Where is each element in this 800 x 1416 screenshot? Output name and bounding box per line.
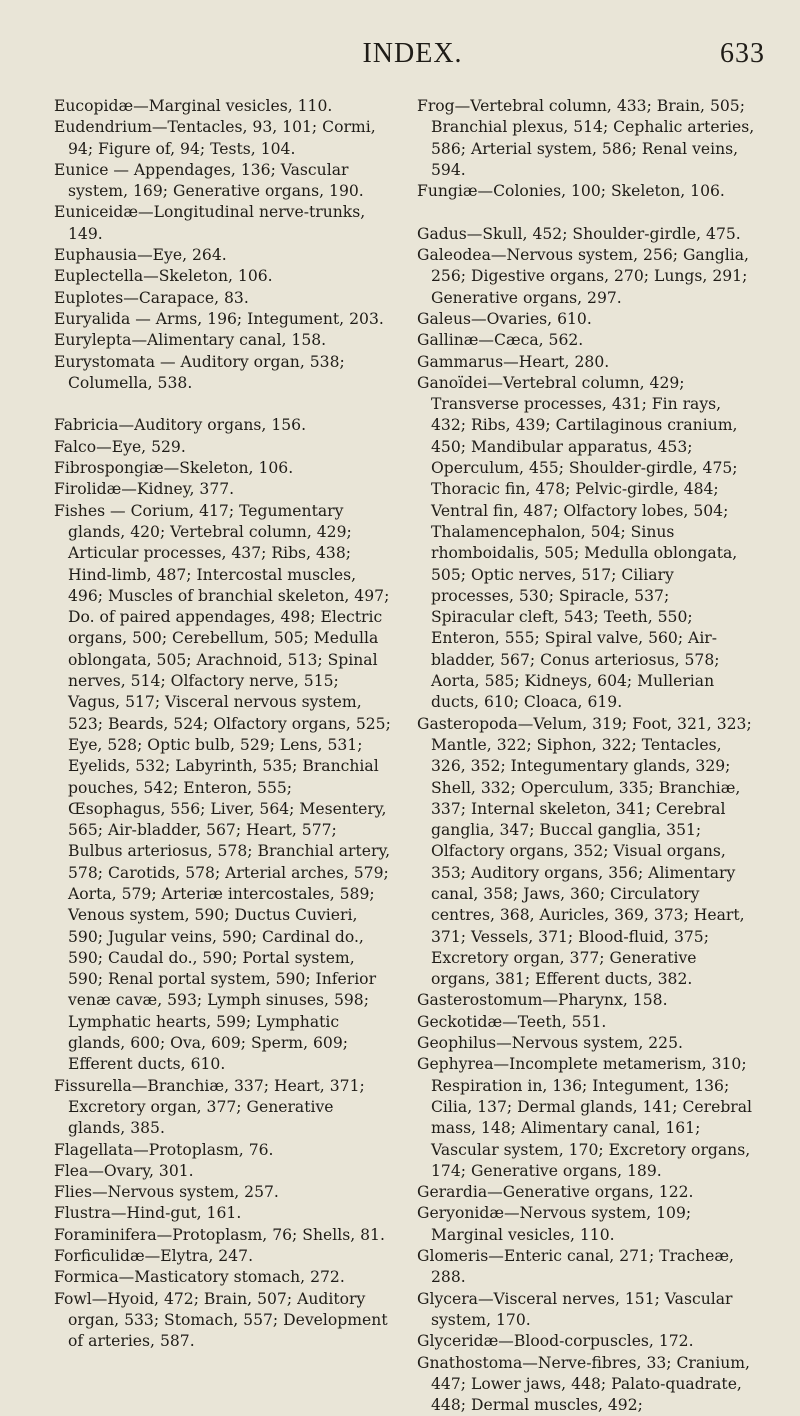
index-entry: Gerardia—Generative organs, 122.: [417, 1183, 694, 1202]
index-entry: Geryonidæ—Nervous system, 109; Marginal vesicles, 110.: [417, 1204, 692, 1244]
index-entry: Gephyrea—Incomplete metamerism, 310; Respiration in, 136; Integument, 136; Cilia, 137; Dermal glands, 141; Cerebral mass, 148; Alimentary canal, 161; Vascular system, 170; Excretory organs, 174; Generative organs, 189.: [417, 1055, 753, 1180]
index-entry: Galeodea—Nervous system, 256; Ganglia, 256; Digestive organs, 270; Lungs, 291; Generative organs, 297.: [417, 246, 749, 307]
index-entry: Foraminifera—Protoplasm, 76; Shells, 81.: [54, 1225, 385, 1244]
index-entry: Fungiæ—Colonies, 100; Skeleton, 106.: [417, 182, 725, 201]
index-entry: Flea—Ovary, 301.: [54, 1161, 194, 1180]
index-entry: Eucopidæ—Marginal vesicles, 110.: [54, 97, 333, 115]
index-entry: Firolidæ—Kidney, 377.: [54, 480, 235, 499]
index-entry: Falco—Eye, 529.: [54, 437, 186, 456]
index-entry: Fabricia—Auditory organs, 156.: [54, 416, 307, 435]
index-entry: Gadus—Skull, 452; Shoulder-girdle, 475.: [417, 224, 741, 243]
index-entry: Fibrospongiæ—Skeleton, 106.: [54, 459, 294, 478]
index-entry: Galeus—Ovaries, 610.: [417, 309, 592, 328]
index-entry: Geophilus—Nervous system, 225.: [417, 1034, 683, 1053]
index-entry: Flagellata—Protoplasm, 76.: [54, 1140, 274, 1159]
page-header: [60, 38, 765, 82]
index-entry: Euryalida — Arms, 196; Integument, 203.: [54, 309, 384, 328]
index-column-right: [417, 96, 757, 1416]
index-entry: Fissurella—Branchiæ, 337; Heart, 371; Excretory organ, 377; Generative glands, 385.: [54, 1076, 365, 1138]
index-entry: Euplectella—Skeleton, 106.: [54, 267, 273, 286]
index-entry: Euphausia—Eye, 264.: [54, 246, 227, 265]
index-column-left: [54, 96, 394, 1353]
letter-section-gap: [54, 394, 394, 415]
index-entry: Frog—Vertebral column, 433; Brain, 505; Branchial plexus, 514; Cephalic arteries, 586; Arterial system, 586; Renal veins, 594.: [417, 97, 755, 179]
index-entry: Glomeris—Enteric canal, 271; Tracheæ, 288.: [417, 1247, 734, 1287]
index-entry: Gasterostomum—Pharynx, 158.: [417, 991, 668, 1010]
index-entry: Formica—Masticatory stomach, 272.: [54, 1268, 345, 1287]
index-entry: Gasteropoda—Velum, 319; Foot, 321, 323; Mantle, 322; Siphon, 322; Tentacles, 326, 352; Integumentary glands, 329; Shell, 332; Operculum, 335; Branchiæ, 337; Internal skeleton, 341; Cerebral ganglia, 347; Buccal ganglia, 351; Olfactory organs, 352; Visual organs, 353; Auditory organs, 356; Alimentary canal, 358; Jaws, 360; Circulatory centres, 368, Auricles, 369, 373; Heart, 371; Vessels, 371; Blood-fluid, 375; Excretory organ, 377; Generative organs, 381; Efferent ducts, 382.: [417, 714, 752, 989]
index-entry: Ganoïdei—Vertebral column, 429; Transverse processes, 431; Fin rays, 432; Ribs, 439; Cartilaginous cranium, 450; Mandibular apparatus, 453; Operculum, 455; Shoulder-girdle, 475; Thoracic fin, 478; Pelvic-girdle, 484; Ventral fin, 487; Olfactory lobes, 504; Thalamencephalon, 504; Sinus rhomboidalis, 505; Medulla oblongata, 505; Optic nerves, 517; Ciliary processes, 530; Spiracle, 537; Spiracular cleft, 543; Teeth, 550; Enteron, 555; Spiral valve, 560; Air-bladder, 567; Conus arteriosus, 578; Aorta, 585; Kidneys, 604; Mullerian ducts, 610; Cloaca, 619.: [417, 373, 738, 712]
page-title: INDEX.: [362, 38, 463, 69]
index-entry: Gammarus—Heart, 280.: [417, 352, 610, 371]
index-entry: Forficulidæ—Elytra, 247.: [54, 1247, 254, 1266]
index-entry: Fishes — Corium, 417; Tegumentary glands, 420; Vertebral column, 429; Articular processes, 437; Ribs, 438; Hind-limb, 487; Intercostal muscles, 496; Muscles of branchial skeleton, 497; Do. of paired appendages, 498; Electric organs, 500; Cerebellum, 505; Medulla oblongata, 505; Arachnoid, 513; Spinal nerves, 514; Olfactory nerve, 515; Vagus, 517; Visceral nervous system, 523; Beards, 524; Olfactory organs, 525; Eye, 528; Optic bulb, 529; Lens, 531; Eyelids, 532; Labyrinth, 535; Branchial pouches, 542; Enteron, 555; Œsophagus, 556; Liver, 564; Mesentery, 565; Air-bladder, 567; Heart, 577; Bulbus arteriosus, 578; Branchial artery, 578; Carotids, 578; Arterial arches, 579; Aorta, 579; Arteriæ intercostales, 589; Venous system, 590; Ductus Cuvieri, 590; Jugular veins, 590; Cardinal do., 590; Caudal do., 590; Portal system, 590; Renal portal system, 590; Inferior venæ cavæ, 593; Lymph sinuses, 598; Lymphatic hearts, 599; Lymphatic glands, 600; Ova, 609; Sperm, 609; Efferent ducts, 610.: [54, 501, 391, 1074]
index-entry: Fowl—Hyoid, 472; Brain, 507; Auditory organ, 533; Stomach, 557; Development of arteries, 587.: [54, 1289, 388, 1351]
index-entry: Glyceridæ—Blood-corpuscles, 172.: [417, 1332, 694, 1351]
index-entry: Flies—Nervous system, 257.: [54, 1183, 279, 1202]
index-entry: Geckotidæ—Teeth, 551.: [417, 1012, 607, 1031]
index-entry: Gnathostoma—Nerve-fibres, 33; Cranium, 447; Lower jaws, 448; Palato-quadrate, 448; Dermal muscles, 492;: [417, 1353, 750, 1415]
index-entry: Glycera—Visceral nerves, 151; Vascular system, 170.: [417, 1289, 733, 1329]
letter-section-gap: [417, 202, 757, 223]
index-entry: Gallinæ—Cæca, 562.: [417, 331, 584, 350]
index-entry: Eunice — Appendages, 136; Vascular system, 169; Generative organs, 190.: [54, 160, 364, 201]
index-entry: Eudendrium—Tentacles, 93, 101; Cormi, 94; Figure of, 94; Tests, 104.: [54, 118, 376, 158]
index-entry: Euplotes—Carapace, 83.: [54, 288, 249, 307]
index-entry: Eurylepta—Alimentary canal, 158.: [54, 331, 327, 350]
index-entry: Eurystomata — Auditory organ, 538; Columella, 538.: [54, 352, 345, 392]
index-entry: Flustra—Hind-gut, 161.: [54, 1204, 242, 1223]
page-number: 633: [720, 38, 765, 69]
index-entry: Euniceidæ—Longitudinal nerve-trunks, 149.: [54, 203, 366, 243]
